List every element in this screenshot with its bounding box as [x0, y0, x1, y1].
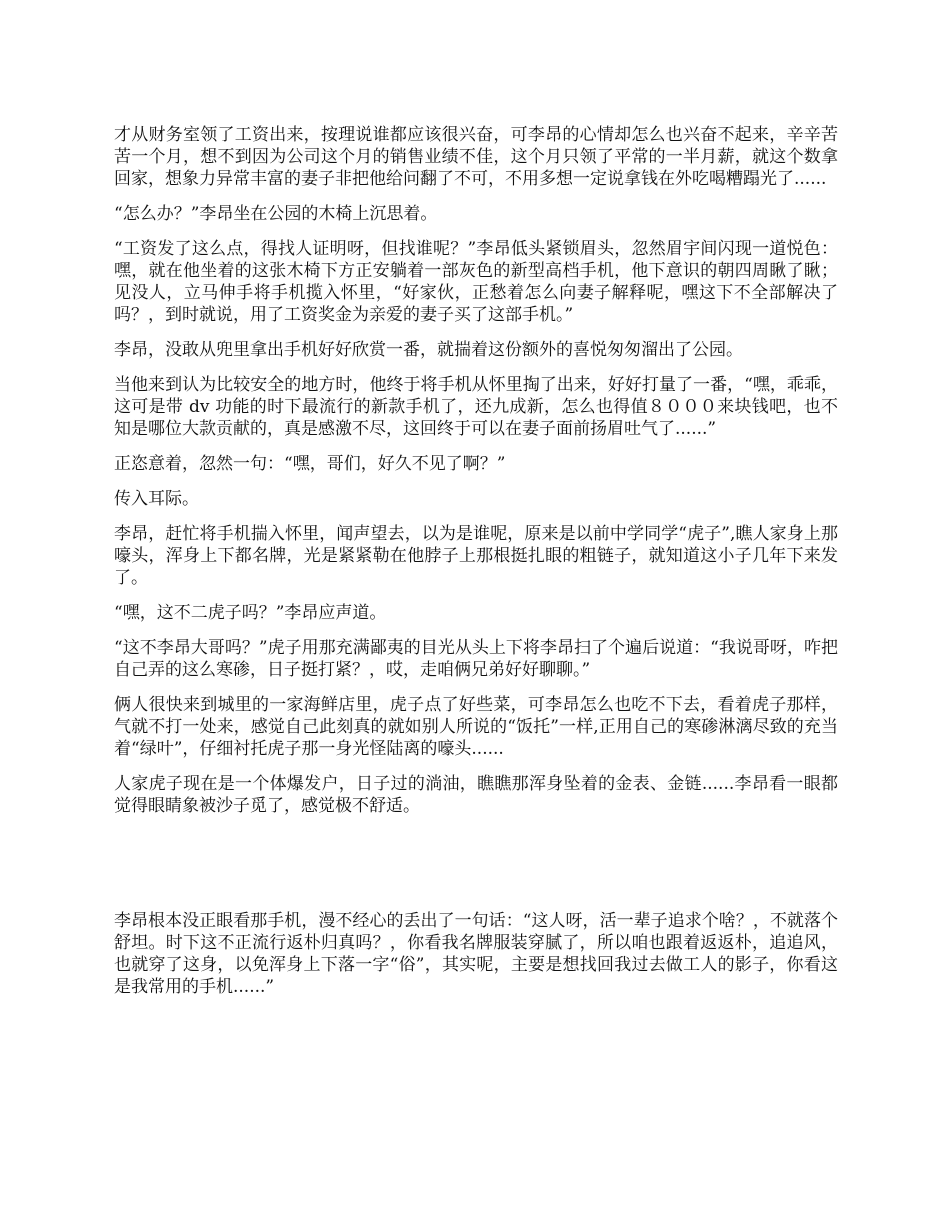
- paragraph: “这不李昂大哥吗？”虎子用那充满鄙夷的目光从头上下将李昂扫了个遍后说道：“我说哥呀，咋把自己弄的这么寒碜，日子挺打紧？，哎，走咱俩兄弟好好聊聊。”: [114, 638, 838, 680]
- paragraph: 李昂根本没正眼看那手机，漫不经心的丢出了一句话：“这人呀，活一辈子追求个啥？，不就落个舒坦。时下这不正流行返朴归真吗？，你看我名牌服装穿腻了，所以咱也跟着返返朴，追追风，也就穿了这身，以免浑身上下落一字“俗”，其实呢，主要是想找回我过去做工人的影子，你看这是我常用的手机......”: [114, 911, 838, 997]
- paragraph: 传入耳际。: [114, 489, 199, 509]
- paragraph: 正恣意着，忽然一句：“嘿，哥们，好久不见了啊？”: [114, 454, 506, 474]
- paragraph: “嘿，这不二虎子吗？”李昂应声道。: [114, 603, 387, 623]
- paragraph: “工资发了这么点，得找人证明呀，但找谁呢？”李昂低头紧锁眉头，忽然眉宇间闪现一道悦色：嘿，就在他坐着的这张木椅下方正安躺着一部灰色的新型高档手机，他下意识的朝四周瞅了瞅；见没人，立马伸手将手机揽入怀里，“好家伙，正愁着怎么向妻子解释呢，嘿这下不全部解决了吗？，到时就说，用了工资奖金为亲爱的妻子买了这部手机。”: [114, 239, 838, 325]
- paragraph: 李昂，没敢从兜里拿出手机好好欣赏一番，就揣着这份额外的喜悦匆匆溜出了公园。: [114, 340, 743, 360]
- paragraph: “怎么办？”李昂坐在公园的木椅上沉思着。: [114, 204, 438, 224]
- paragraph: 俩人很快来到城里的一家海鲜店里，虎子点了好些菜，可李昂怎么也吃不下去，看着虎子那样，气就不打一处来，感觉自己此刻真的就如别人所说的“饭托”一样,正用自己的寒碜淋漓尽致的充当 着“绿叶”，仔细衬托虎子那一身光怪陆离的嚎头......: [114, 695, 838, 759]
- paragraph: 才从财务室领了工资出来，按理说谁都应该很兴奋，可李昂的心情却怎么也兴奋不起来，辛辛苦苦一个月，想不到因为公司这个月的销售业绩不佳，这个月只领了平常的一半月薪，就这个数拿回家，想象力异常丰富的妻子非把他给问翻了不可，不用多想一定说拿钱在外吃喝糟蹋光了......: [114, 125, 838, 189]
- paragraph: 李昂，赶忙将手机揣入怀里，闻声望去，以为是谁呢，原来是以前中学同学“虎子”,瞧人家身上那嚎头，浑身上下都名牌，光是紧紧勒在他脖子上那根挺扎眼的粗链子，就知道这小子几年下来发了。: [114, 524, 838, 588]
- document-body: [114, 124, 838, 1011]
- paragraph: 当他来到认为比较安全的地方时，他终于将手机从怀里掏了出来，好好打量了一番，“嘿，乖乖，这可是带 dv 功能的时下最流行的新款手机了，还九成新，怎么也得值８０００来块钱吧，也不知是哪位大款贡献的，真是感激不尽，这回终于可以在妻子面前扬眉吐气了......”: [114, 375, 838, 439]
- blank-space: [114, 830, 838, 910]
- paragraph: 人家虎子现在是一个体爆发户，日子过的淌油，瞧瞧那浑身坠着的金表、金链......李昂看一眼都觉得眼睛象被沙子觅了，感觉极不舒适。: [114, 774, 838, 816]
